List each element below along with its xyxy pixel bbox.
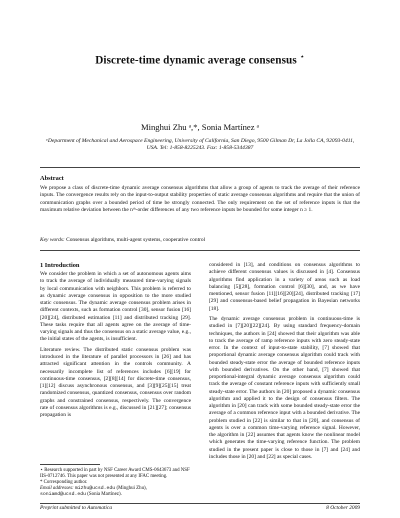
intro-paragraph-2: Literature review. The distributed static consensus problem was introduced in the literature of parallel processors in [26] and has attracted significant attention in the controls community. A necessarily incomplete list of references includes [6][19] for continuous-time consensus, [2][8][14] for discrete-time consensus, [1][12] discuss asynchronous consensus, and [3][9][25][15] treat randomized consensus, quantized consensus, consensus over random graphs and constrained consensus, respectively. The convergence rate of consensus algorithms is e.g., discussed in [21][27]; consensus propagation is: [40, 346, 191, 419]
right-column: [209, 262, 360, 465]
footnote-corresponding: * Corresponding author.: [40, 480, 88, 486]
left-column: [40, 271, 191, 423]
email-link-zhu[interactable]: mizhu@ucsd.edu: [74, 486, 116, 492]
keywords-text: Consensus algorithms, multi-agent systems, cooperative control: [66, 237, 206, 243]
abstract-bottom-rule: [40, 250, 360, 251]
footnotes: [40, 468, 191, 498]
footnote-rule: [40, 464, 100, 465]
abstract-text: We propose a class of discrete-time dynamic average consensus algorithms that allow a group of agents to track the average of their reference inputs. The convergence results rely on the input-to-output stability properties of static average consensus algorithms and require that the union of communication graphs over a bounded period of time be strongly connected. The only requirement on the set of reference inputs is that the maximum relative deviation between the nᵗʰ-order differences of any two reference inputs be bounded for some integer n ≥ 1.: [40, 185, 360, 213]
paper-title: [0, 52, 400, 67]
paper-title-text: Discrete-time dynamic average consensus: [95, 54, 297, 67]
intro-paragraph-1: We consider the problem in which a set of autonomous agents aims to track the average of individually measured time-varying signals by local communication with neighbors. This problem is referred to as dynamic average consensus in opposition to the more studied static consensus. The dynamic average consensus problem arises in different contexts, such as formation control [30], sensor fusion [16][20][24], distributed estimation [11] and distributed tracking [29]. These tasks require that all agents agree on the average of time-varying signals and thus the consensus on a static average value, e.g., the initial states of the agents, is insufficient.: [40, 271, 191, 343]
abstract-top-rule: [40, 167, 360, 168]
keywords: [40, 237, 360, 244]
intro-paragraph-3: considered in [13], and conditions on consensus algorithms to achieve different consensus values is discussed in [4]. Consensus algorithms find application in a variety of areas such as load balancing [5][28], formation control [6][30], and, as we have mentioned, sensor fusion [11][16][20][24], distributed tracking [17][29] and consensus-based belief propagation in Bayesian networks [18].: [209, 262, 360, 312]
abstract-heading: Abstract: [40, 175, 64, 182]
author-affiliation: ᵃDepartment of Mechanical and Aerospace Engineering, University of California, San Diego, 9500 Gilman Dr, La Jolla CA, 92093-0411, USA. Tel: 1-858-8225243. Fax: 1-858-5344387: [45, 138, 355, 152]
keywords-label: Key words:: [40, 237, 65, 243]
email-link-martinez[interactable]: soniamd@ucsd.edu: [40, 492, 87, 498]
email-label: Email addresses:: [40, 486, 74, 492]
footnote-funding: ⋆ Research supported in part by NSF Career Award CMS-0643673 and NSF IIS-0712746. This paper was not presented at any IFAC meeting.: [40, 468, 190, 480]
footer-rule: [40, 503, 360, 504]
section-heading-introduction: 1 Introduction: [40, 262, 80, 269]
title-footnote-mark: ⋆: [299, 52, 305, 61]
footnote-emails: [40, 486, 191, 498]
footer-journal: Preprint submitted to Automatica: [40, 505, 113, 511]
footer-date: 8 October 2009: [326, 505, 360, 511]
author-list: Minghui Zhu ᵃ,*, Sonia Martínez ᵃ: [140, 122, 260, 132]
email-name-zhu: (Minghui Zhu),: [116, 486, 147, 492]
email-name-martinez: (Sonia Martínez).: [87, 492, 122, 498]
intro-paragraph-4: The dynamic average consensus problem in continuous-time is studied in [7][20][22][24]. By using standard frequency-domain techniques, the authors in [24] showed that their algorithm was able to track the average of ramp reference inputs with zero steady-state error. In the context of input-to-state stability, [7] showed that proportional dynamic average consensus algorithm could track with bounded steady-state error the average of bounded reference inputs with bounded derivatives. On the other hand, [7] showed that proportional-integral dynamic average consensus algorithm could track the average of constant reference inputs with sufficiently small steady-state error. The authors in [20] proposed a dynamic consensus algorithm and applied it to the design of consensus filters. The algorithm in [20] can track with some bounded steady-state error the average of a common reference input with a bounded derivative. The problem studied in [22] is similar to that in [20], and consensus of agents is over a common time-varying reference signal. However, the algorithm in [22] assumes that agents know the nonlinear model which generates the time-varying reference function. The problem studied in the present paper is close to those in [7] and [24] and includes those in [20] and [22] as special cases.: [209, 316, 360, 460]
